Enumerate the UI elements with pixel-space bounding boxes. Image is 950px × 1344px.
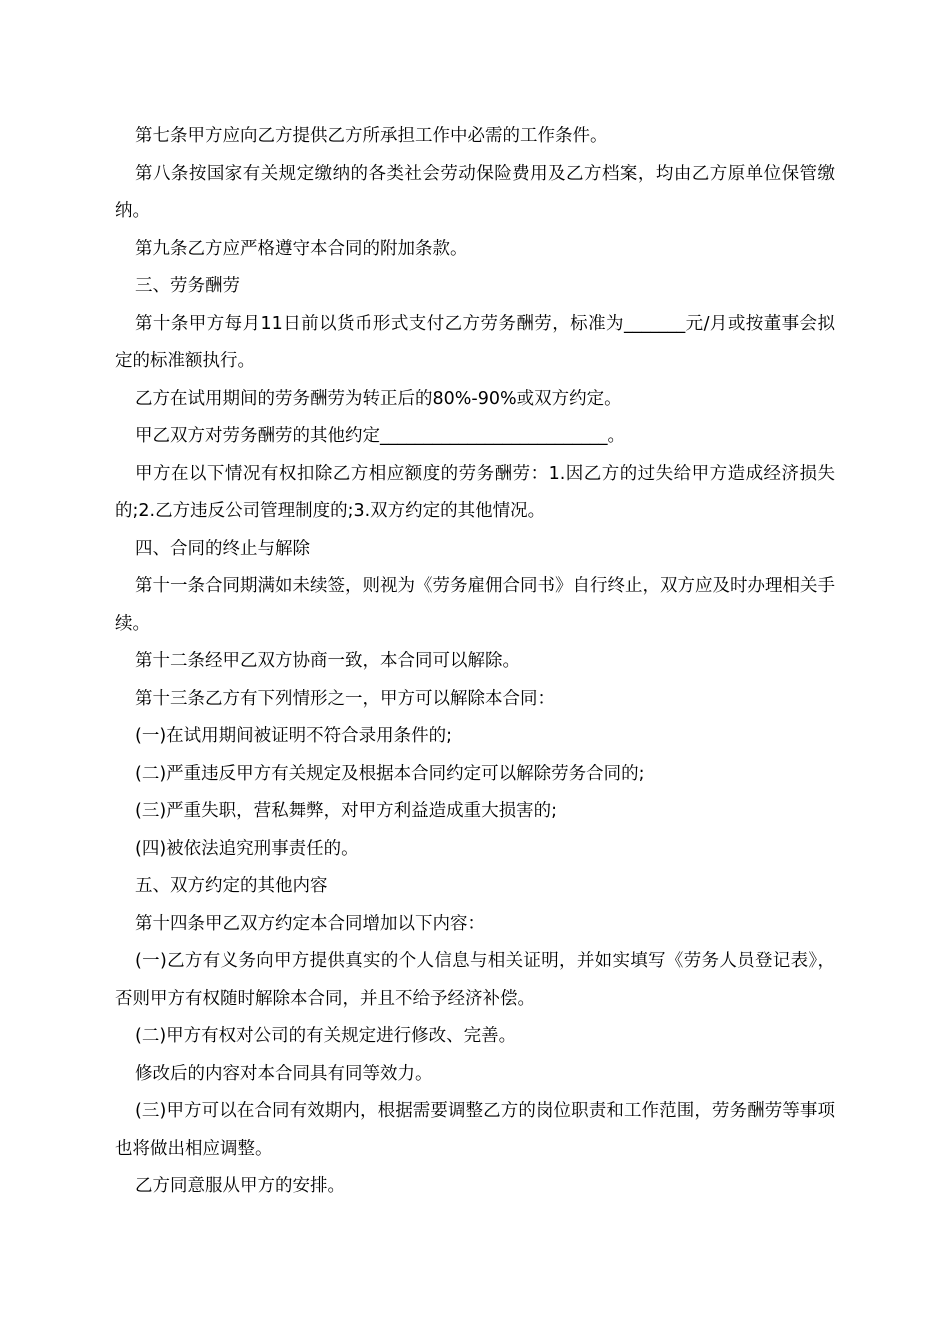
- clause-7: 第七条甲方应向乙方提供乙方所承担工作中必需的工作条件。: [135, 126, 608, 146]
- clause-9: 第九条乙方应严格遵守本合同的附加条款。: [135, 238, 468, 259]
- section-heading-termination: 四、合同的终止与解除: [135, 538, 310, 559]
- probation-remuneration: 乙方在试用期间的劳务酬劳为转正后的80%-90%或双方约定。: [135, 388, 622, 409]
- clause-10: 第十条甲方每月11日前以货币形式支付乙方劳务酬劳，标准为_______元/月或按董事会拟定的标准额执行。: [115, 313, 835, 371]
- other-remuneration-agreement: 甲乙双方对劳务酬劳的其他约定__________________________。: [135, 426, 625, 446]
- clause-13-item-4: (四)被依法追究刑事责任的。: [135, 838, 359, 859]
- clause-14-item-3: (三)甲方可以在合同有效期内，根据需要调整乙方的岗位职责和工作范围，劳务酬劳等事项也将做出相应调整。: [115, 1101, 835, 1159]
- clause-11: 第十一条合同期满如未续签，则视为《劳务雇佣合同书》自行终止，双方应及时办理相关手续。: [115, 576, 835, 634]
- section-heading-other: 五、双方约定的其他内容: [135, 876, 328, 896]
- clause-14-item-2-note: 修改后的内容对本合同具有同等效力。: [135, 1063, 433, 1084]
- section-heading-remuneration: 三、劳务酬劳: [135, 276, 240, 296]
- document-body: [115, 118, 835, 1206]
- clause-14-item-3-note: 乙方同意服从甲方的安排。: [135, 1176, 345, 1196]
- clause-14: 第十四条甲乙双方约定本合同增加以下内容：: [135, 913, 485, 934]
- clause-12: 第十二条经甲乙双方协商一致，本合同可以解除。: [135, 651, 520, 671]
- clause-14-item-2: (二)甲方有权对公司的有关规定进行修改、完善。: [135, 1026, 517, 1046]
- clause-13-item-2: (二)严重违反甲方有关规定及根据本合同约定可以解除劳务合同的;: [135, 763, 645, 784]
- remuneration-deduction: 甲方在以下情况有权扣除乙方相应额度的劳务酬劳：1.因乙方的过失给甲方造成经济损失的;2.乙方违反公司管理制度的;3.双方约定的其他情况。: [115, 463, 835, 521]
- clause-13-item-1: (一)在试用期间被证明不符合录用条件的;: [135, 726, 453, 746]
- clause-13: 第十三条乙方有下列情形之一，甲方可以解除本合同：: [135, 688, 555, 709]
- clause-14-item-1: (一)乙方有义务向甲方提供真实的个人信息与相关证明，并如实填写《劳务人员登记表》，否则甲方有权随时解除本合同，并且不给予经济补偿。: [115, 951, 835, 1009]
- clause-8: 第八条按国家有关规定缴纳的各类社会劳动保险费用及乙方档案，均由乙方原单位保管缴纳。: [115, 163, 835, 221]
- clause-13-item-3: (三)严重失职，营私舞弊，对甲方利益造成重大损害的;: [135, 801, 558, 821]
